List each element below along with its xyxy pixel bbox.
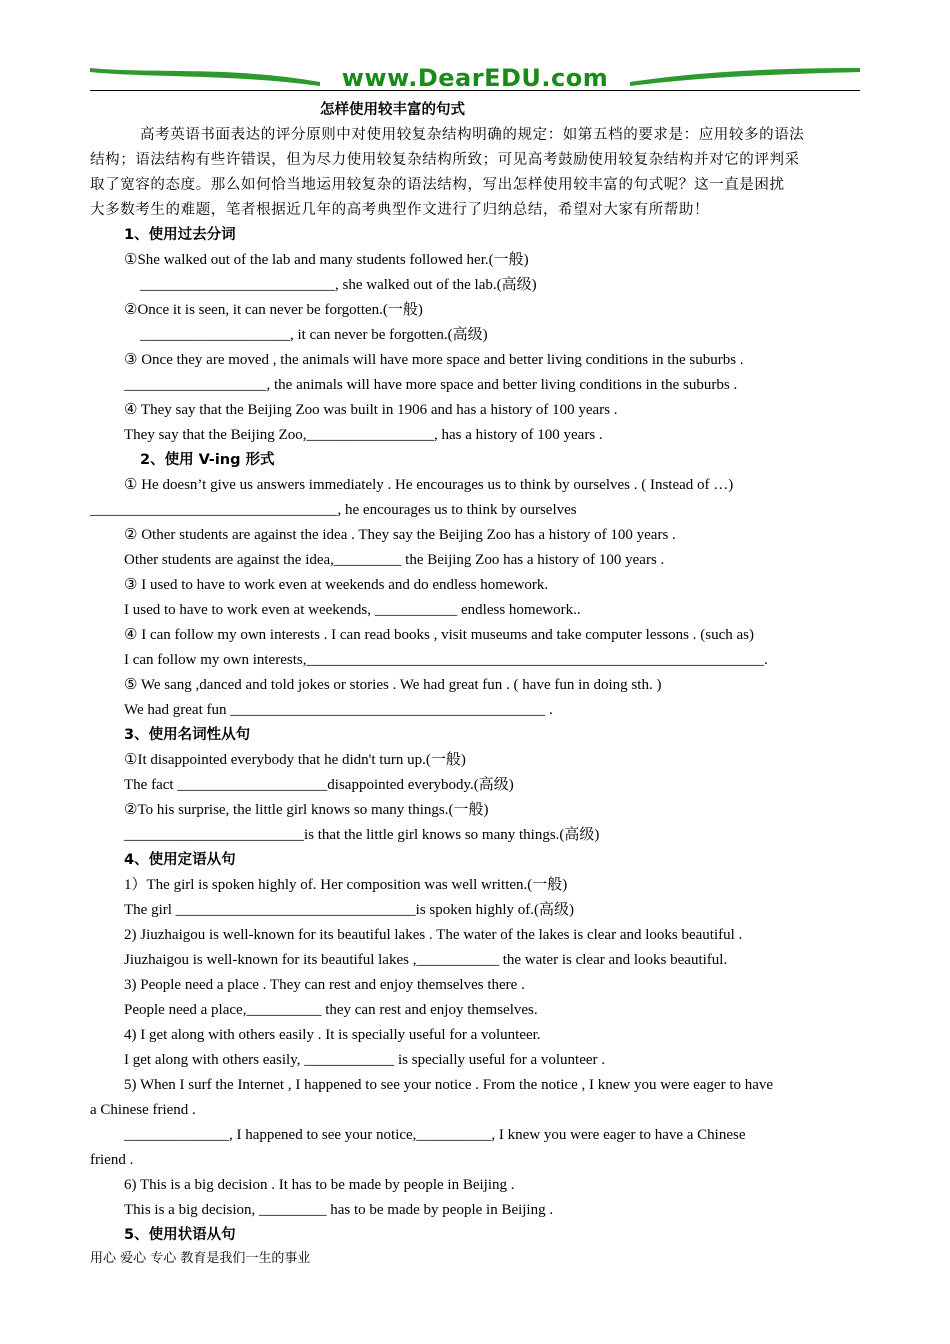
intro-line: 大多数考生的难题，笔者根据近几年的高考典型作文进行了归纳总结，希望对大家有所帮助！ (90, 202, 710, 218)
intro-paragraph (90, 123, 860, 223)
exercise-line: They say that the Beijing Zoo,_________________, has a history of 100 years . (124, 427, 603, 443)
page-title: 怎样使用较丰富的句式 (320, 102, 465, 118)
section-heading: 1、使用过去分词 (124, 227, 236, 243)
example-line: 4) I get along with others easily . It is specially useful for a volunteer. (124, 1027, 541, 1043)
intro-line: 高考英语书面表达的评分原则中对使用较复杂结构明确的规定：如第五档的要求是：应用较多的语法 (140, 127, 805, 143)
header-rule (90, 90, 860, 91)
exercise-line: _________________________________, he encourages us to think by ourselves (90, 502, 577, 518)
example-line: 3) People need a place . They can rest and enjoy themselves there . (124, 977, 525, 993)
example-line: ④ They say that the Beijing Zoo was built in 1906 and has a history of 100 years . (124, 402, 618, 418)
exercise-line: The fact ____________________disappointed everybody.(高级) (124, 777, 514, 793)
example-line: ④ I can follow my own interests . I can read books , visit museums and take computer lessons . (such as) (124, 627, 754, 643)
example-line: ① He doesn’t give us answers immediately . He encourages us to think by ourselves . ( Instead of …) (124, 477, 734, 493)
exercise-line: I get along with others easily, ____________ is specially useful for a volunteer . (124, 1052, 606, 1068)
exercise-line: I used to have to work even at weekends, ___________ endless homework.. (124, 602, 581, 618)
exercise-line: Jiuzhaigou is well-known for its beautiful lakes ,___________ the water is clear and looks beautiful. (124, 952, 728, 968)
example-line: 6) This is a big decision . It has to be made by people in Beijing . (124, 1177, 515, 1193)
example-line: 5) When I surf the Internet , I happened to see your notice . From the notice , I knew you were eager to have (124, 1077, 774, 1093)
example-line: 2) Jiuzhaigou is well-known for its beautiful lakes . The water of the lakes is clear and looks beautiful . (124, 927, 743, 943)
example-line: a Chinese friend . (90, 1102, 196, 1118)
exercise-line: ______________, I happened to see your notice,__________, I knew you were eager to have a Chinese (124, 1127, 746, 1143)
intro-line: 取了宽容的态度。那么如何恰当地运用较复杂的语法结构，写出怎样使用较丰富的句式呢？这一直是困扰 (90, 177, 785, 193)
example-line: 1）The girl is spoken highly of. Her composition was well written.(一般) (124, 877, 568, 893)
document-body (90, 98, 860, 1248)
example-line: ①It disappointed everybody that he didn't turn up.(一般) (124, 752, 466, 768)
example-line: ②Once it is seen, it can never be forgotten.(一般) (124, 302, 423, 318)
example-line: ②To his surprise, the little girl knows so many things.(一般) (124, 802, 489, 818)
exercise-line: ________________________is that the little girl knows so many things.(高级) (124, 827, 600, 843)
exercise-line: ____________________, it can never be forgotten.(高级) (140, 327, 488, 343)
example-line: ② Other students are against the idea . They say the Beijing Zoo has a history of 100 years . (124, 527, 676, 543)
site-header (90, 60, 860, 94)
section-heading: 4、使用定语从句 (124, 852, 236, 868)
exercise-line: I can follow my own interests,_____________________________________________________________. (124, 652, 768, 668)
section-heading: 2、使用 V-ing 形式 (140, 452, 275, 468)
exercise-line: friend . (90, 1152, 134, 1168)
exercise-line: Other students are against the idea,_________ the Beijing Zoo has a history of 100 years . (124, 552, 665, 568)
exercise-line: We had great fun __________________________________________ . (124, 702, 553, 718)
site-logo[interactable]: www.DearEDU.com (341, 64, 609, 92)
example-line: ③ I used to have to work even at weekends and do endless homework. (124, 577, 549, 593)
page-footer: 用心 爱心 专心 教育是我们一生的事业 (90, 1251, 311, 1266)
exercise-line: The girl ________________________________is spoken highly of.(高级) (124, 902, 574, 918)
section-heading: 3、使用名词性从句 (124, 727, 251, 743)
exercise-line: People need a place,__________ they can rest and enjoy themselves. (124, 1002, 538, 1018)
example-line: ⑤ We sang ,danced and told jokes or stories . We had great fun . ( have fun in doing sth. ) (124, 677, 662, 693)
exercise-line: This is a big decision, _________ has to be made by people in Beijing . (124, 1202, 554, 1218)
example-line: ①She walked out of the lab and many students followed her.(一般) (124, 252, 529, 268)
intro-line: 结构；语法结构有些许错误，但为尽力使用较复杂结构所致；可见高考鼓励使用较复杂结构并对它的评判采 (90, 152, 800, 168)
example-line: ③ Once they are moved , the animals will have more space and better living conditions in the suburbs . (124, 352, 744, 368)
exercise-line: ___________________, the animals will have more space and better living conditions in the suburbs . (124, 377, 738, 393)
exercise-line: __________________________, she walked out of the lab.(高级) (140, 277, 537, 293)
section-heading: 5、使用状语从句 (124, 1227, 236, 1243)
